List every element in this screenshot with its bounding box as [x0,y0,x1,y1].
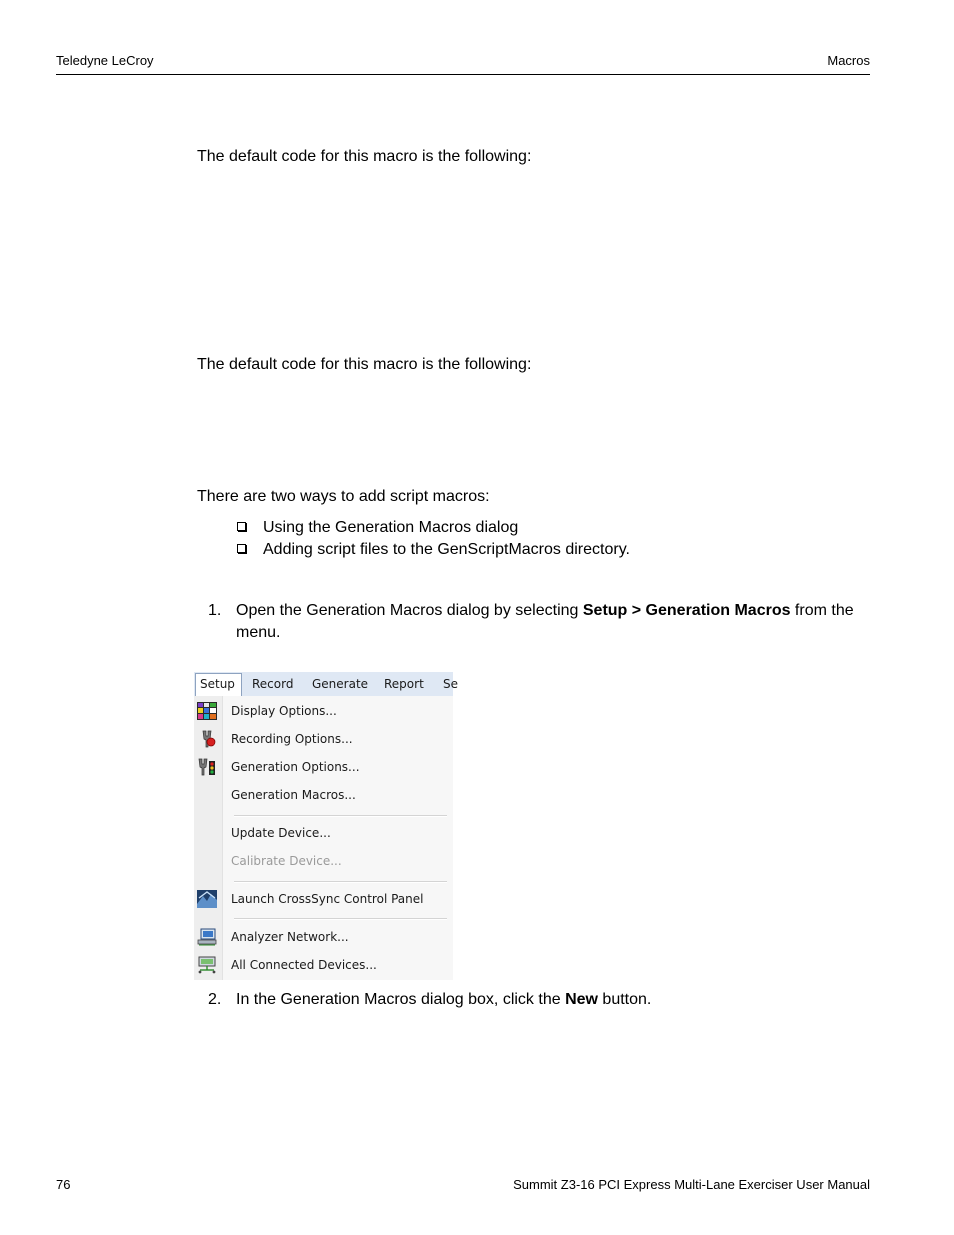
menu-item-calibrate-device [194,848,453,874]
menu-truncated[interactable]: Se [443,677,458,691]
step-2 [208,989,868,1011]
step-text-end: button. [597,991,652,1008]
bullet-text: Adding script files to the GenScriptMacros directory. [263,541,630,558]
paragraph-ways-intro: There are two ways to add script macros: [197,488,490,505]
menu-item-label: Launch CrossSync Control Panel [231,892,424,906]
menu-setup[interactable]: Setup [195,673,242,696]
step-bold-text: Setup > Generation Macros [582,602,791,619]
menu-generate[interactable]: Generate [312,677,369,691]
menu-item-recording-options[interactable] [194,726,453,752]
checkbox-bullet-icon [237,522,246,531]
bullet-item [237,539,630,561]
step-number: 1. [208,602,222,619]
setup-dropdown [194,696,453,980]
manual-title: Summit Z3-16 PCI Express Multi-Lane Exerciser User Manual [513,1177,870,1192]
menu-item-label: Recording Options... [231,732,353,746]
connected-devices-icon [197,956,217,974]
menu-separator [234,815,447,817]
menu-item-all-connected-devices[interactable] [194,952,453,978]
display-options-icon [197,702,217,720]
analyzer-network-icon [197,928,217,946]
header-section: Macros [827,53,870,68]
menu-item-label: Calibrate Device... [231,854,342,868]
bullet-text: Using the Generation Macros dialog [263,519,519,536]
menu-item-launch-crosssync[interactable] [194,886,453,912]
checkbox-bullet-icon [237,544,246,553]
step-number: 2. [208,991,222,1008]
menu-item-label: Update Device... [231,826,331,840]
menu-item-generation-macros[interactable] [194,782,453,808]
step-text: Open the Generation Macros dialog by selecting [236,602,583,619]
menu-separator [234,881,447,883]
paragraph-default-code-1: The default code for this macro is the following: [197,148,532,165]
menu-report[interactable]: Report [384,677,424,691]
paragraph-default-code-2: The default code for this macro is the following: [197,356,532,373]
menu-item-label: Generation Options... [231,760,360,774]
page-number: 76 [56,1177,71,1192]
menu-item-label: Display Options... [231,704,337,718]
setup-menu-screenshot [194,672,458,980]
menu-bar [194,672,458,697]
menu-item-label: All Connected Devices... [231,958,377,972]
bullet-item [237,517,518,539]
header-company: Teledyne LeCroy [56,53,154,68]
crosssync-icon [197,890,217,908]
step-1 [208,600,868,644]
menu-item-label: Generation Macros... [231,788,356,802]
menu-record[interactable]: Record [252,677,294,691]
menu-item-generation-options[interactable] [194,754,453,780]
menu-item-analyzer-network[interactable] [194,924,453,950]
menu-separator [234,918,447,920]
generation-options-icon [197,758,217,776]
menu-item-update-device[interactable] [194,820,453,846]
recording-options-icon [197,730,217,748]
step-bold-text: New [565,991,598,1008]
step-text: In the Generation Macros dialog box, click the [236,991,566,1008]
menu-item-label: Analyzer Network... [231,930,349,944]
header-rule [56,74,870,75]
menu-item-display-options[interactable] [194,698,453,724]
step-text-end: from the menu. [236,602,854,641]
